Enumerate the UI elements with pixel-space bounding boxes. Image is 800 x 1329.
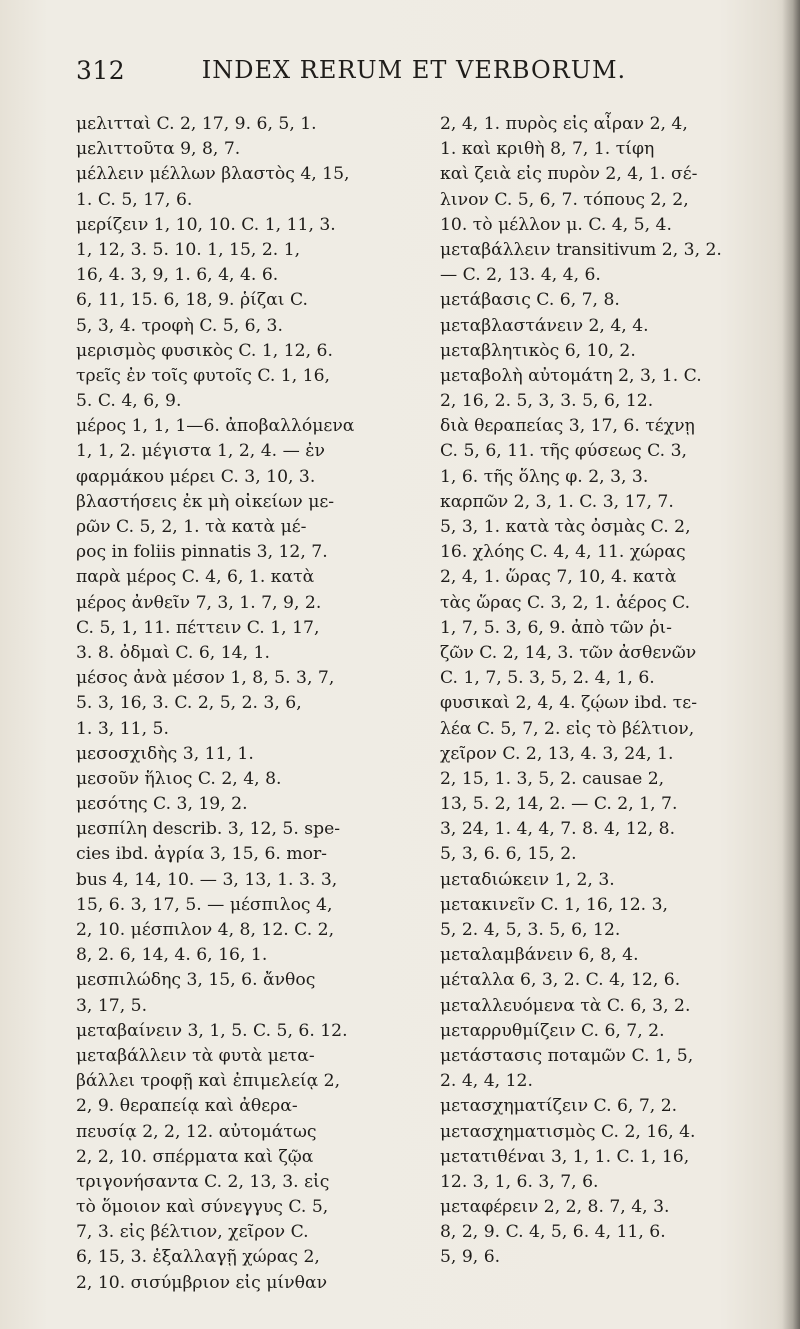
index-line: μεσότης C. 3, 19, 2. (76, 794, 248, 815)
index-line: 5, 3, 4. τροφὴ C. 5, 6, 3. (76, 315, 283, 336)
index-line: μεταλλευόμενα τὰ C. 6, 3, 2. (440, 995, 691, 1016)
index-line: ρῶν C. 5, 2, 1. τὰ κατὰ μέ- (76, 517, 307, 537)
index-line: 8, 2. 6, 14, 4. 6, 16, 1. (76, 945, 268, 966)
index-line: 1, 12, 3. 5. 10. 1, 15, 2. 1, (76, 239, 301, 260)
index-line: 2, 9. θεραπείᾳ καὶ ἀθερα- (76, 1096, 298, 1117)
index-line: 2, 4, 1. πυρὸς εἰς αἶραν 2, 4, (440, 114, 688, 134)
index-line: μετασχηματίζειν C. 6, 7, 2. (440, 1096, 678, 1117)
index-line: μέλλειν μέλλων βλαστὸς 4, 15, (76, 164, 350, 185)
index-line: μεταβλαστάνειν 2, 4, 4. (440, 315, 649, 336)
index-line: μεταβλητικὸς 6, 10, 2. (440, 340, 636, 361)
index-line: 6, 15, 3. ἐξαλλαγῇ χώρας 2, (76, 1247, 320, 1268)
index-line: διὰ θεραπείας 3, 17, 6. τέχνῃ (440, 416, 695, 437)
index-line: τρεῖς ἐν τοῖς φυτοῖς C. 1, 16, (76, 365, 330, 386)
index-line: 8, 2, 9. C. 4, 5, 6. 4, 11, 6. (440, 1222, 666, 1243)
index-line: bus 4, 14, 10. — 3, 13, 1. 3. 3, (76, 869, 338, 890)
index-line: μεταφέρειν 2, 2, 8. 7, 4, 3. (440, 1197, 670, 1218)
index-line: μεσπιλώδης 3, 15, 6. ἄνθος (76, 970, 316, 991)
index-line: 10. τὸ μέλλον μ. C. 4, 5, 4. (440, 214, 672, 235)
index-line: 1. C. 5, 17, 6. (76, 189, 193, 210)
index-line: μετακινεῖν C. 1, 16, 12. 3, (440, 894, 668, 915)
index-line: μεσοσχιδὴς 3, 11, 1. (76, 743, 254, 764)
index-line: 13, 5. 2, 14, 2. — C. 2, 1, 7. (440, 794, 678, 815)
index-line: 2, 10. μέσπιλον 4, 8, 12. C. 2, (76, 920, 335, 940)
index-line: 1, 1, 2. μέγιστα 1, 2, 4. — ἐν (76, 441, 325, 462)
index-line: 1. καὶ κριθὴ 8, 7, 1. τίφη (440, 139, 655, 160)
index-line: 5, 9, 6. (440, 1247, 501, 1268)
index-line: μεσπίλη describ. 3, 12, 5. spe- (76, 819, 341, 840)
index-line: μετάστασις ποταμῶν C. 1, 5, (440, 1045, 694, 1066)
index-line: C. 1, 7, 5. 3, 5, 2. 4, 1, 6. (440, 668, 655, 689)
running-title: INDEX RERUM ET VERBORUM. (201, 56, 627, 84)
index-line: φυσικαὶ 2, 4, 4. ζῴων ibd. τε- (440, 693, 697, 714)
index-line: 1, 6. τῆς ὅλης φ. 2, 3, 3. (440, 466, 649, 487)
index-line: 2. 4, 4, 12. (440, 1071, 533, 1092)
index-line: C. 5, 1, 11. πέττειν C. 1, 17, (76, 617, 320, 638)
index-line: 1, 7, 5. 3, 6, 9. ἀπὸ τῶν ῥι- (440, 617, 672, 638)
index-line: λέα C. 5, 7, 2. εἰς τὸ βέλτιον, (440, 718, 695, 739)
index-line: βλαστήσεις ἐκ μὴ οἰκείων με- (76, 491, 335, 512)
index-line: μεταρρυθμίζειν C. 6, 7, 2. (440, 1020, 665, 1041)
index-line: μεταδιώκειν 1, 2, 3. (440, 869, 615, 890)
index-line: μελιτταὶ C. 2, 17, 9. 6, 5, 1. (76, 114, 317, 134)
index-line: τὰς ὥρας C. 3, 2, 1. ἀέρος C. (440, 592, 691, 613)
index-line: 7, 3. εἰς βέλτιον, χεῖρον C. (76, 1222, 309, 1243)
right-index-column (440, 112, 780, 1271)
index-line: 5. 3, 16, 3. C. 2, 5, 2. 3, 6, (76, 693, 302, 714)
index-line: ρος in foliis pinnatis 3, 12, 7. (76, 542, 328, 563)
index-line: μεταβάλλειν transitivum 2, 3, 2. (440, 239, 722, 260)
index-line: 1. 3, 11, 5. (76, 718, 169, 739)
index-line: μελιττοῦτα 9, 8, 7. (76, 139, 241, 160)
index-line: μέρος 1, 1, 1—6. ἀποβαλλόμενα (76, 416, 355, 437)
index-line: 5. C. 4, 6, 9. (76, 391, 182, 412)
index-line: καρπῶν 2, 3, 1. C. 3, 17, 7. (440, 491, 674, 512)
index-line: φαρμάκου μέρει C. 3, 10, 3. (76, 466, 316, 487)
index-line: μετατιθέναι 3, 1, 1. C. 1, 16, (440, 1146, 690, 1167)
index-line: μεσοῦν ἥλιος C. 2, 4, 8. (76, 768, 282, 789)
book-spine-shadow (782, 0, 800, 1329)
index-line: ζῶν C. 2, 14, 3. τῶν ἀσθενῶν (440, 642, 697, 663)
index-line: μεταβολὴ αὐτομάτη 2, 3, 1. C. (440, 365, 702, 386)
page-number: 312 (76, 56, 126, 85)
index-line: 16, 4. 3, 9, 1. 6, 4, 4. 6. (76, 265, 279, 286)
index-line: 2, 15, 1. 3, 5, 2. causae 2, (440, 768, 665, 789)
index-line: 2, 2, 10. σπέρματα καὶ ζῷα (76, 1146, 314, 1167)
index-line: cies ibd. ἀγρία 3, 15, 6. mor- (76, 844, 327, 865)
index-line: 3, 17, 5. (76, 995, 148, 1016)
index-line: καὶ ζειὰ εἰς πυρὸν 2, 4, 1. σέ- (440, 164, 698, 185)
index-line: C. 5, 6, 11. τῆς φύσεως C. 3, (440, 441, 687, 462)
index-line: — C. 2, 13. 4, 4, 6. (440, 265, 601, 286)
index-line: 2, 10. σισύμβριον εἰς μίνθαν (76, 1272, 328, 1293)
index-line: μεταβαίνειν 3, 1, 5. C. 5, 6. 12. (76, 1020, 348, 1041)
left-index-column (76, 112, 416, 1296)
page-header (68, 56, 760, 96)
index-line: πευσίᾳ 2, 2, 12. αὐτομάτως (76, 1121, 317, 1142)
index-line: 3, 24, 1. 4, 4, 7. 8. 4, 12, 8. (440, 819, 676, 840)
index-line: μερισμὸς φυσικὸς C. 1, 12, 6. (76, 340, 333, 361)
index-line: τριγονήσαντα C. 2, 13, 3. εἰς (76, 1171, 330, 1192)
index-line: βάλλει τροφῇ καὶ ἐπιμελείᾳ 2, (76, 1071, 341, 1092)
index-line: 5, 3, 6. 6, 15, 2. (440, 844, 577, 865)
index-line: λινον C. 5, 6, 7. τόπους 2, 2, (440, 189, 689, 210)
index-line: μετάβασις C. 6, 7, 8. (440, 290, 620, 311)
index-line: τὸ ὅμοιον καὶ σύνεγγυς C. 5, (76, 1197, 329, 1218)
index-line: 16. χλόης C. 4, 4, 11. χώρας (440, 542, 686, 563)
index-line: 2, 4, 1. ὥρας 7, 10, 4. κατὰ (440, 567, 677, 588)
index-line: μεταβάλλειν τὰ φυτὰ μετα- (76, 1045, 315, 1066)
index-line: 5, 3, 1. κατὰ τὰς ὀσμὰς C. 2, (440, 517, 691, 537)
index-line: μέταλλα 6, 3, 2. C. 4, 12, 6. (440, 970, 681, 991)
index-line: 5, 2. 4, 5, 3. 5, 6, 12. (440, 920, 621, 940)
index-line: παρὰ μέρος C. 4, 6, 1. κατὰ (76, 567, 315, 588)
index-line: μέσος ἀνὰ μέσον 1, 8, 5. 3, 7, (76, 668, 335, 689)
index-line: μεταλαμβάνειν 6, 8, 4. (440, 945, 639, 966)
index-line: μερίζειν 1, 10, 10. C. 1, 11, 3. (76, 214, 336, 235)
index-line: 15, 6. 3, 17, 5. — μέσπιλος 4, (76, 894, 333, 915)
index-line: χεῖρον C. 2, 13, 4. 3, 24, 1. (440, 743, 674, 764)
index-line: 2, 16, 2. 5, 3, 3. 5, 6, 12. (440, 391, 654, 412)
index-line: 12. 3, 1, 6. 3, 7, 6. (440, 1171, 599, 1192)
index-line: μέρος ἀνθεῖν 7, 3, 1. 7, 9, 2. (76, 592, 322, 613)
index-line: 3. 8. ὀδμαὶ C. 6, 14, 1. (76, 642, 270, 663)
index-line: 6, 11, 15. 6, 18, 9. ῥίζαι C. (76, 290, 308, 311)
index-line: μετασχηματισμὸς C. 2, 16, 4. (440, 1121, 696, 1142)
